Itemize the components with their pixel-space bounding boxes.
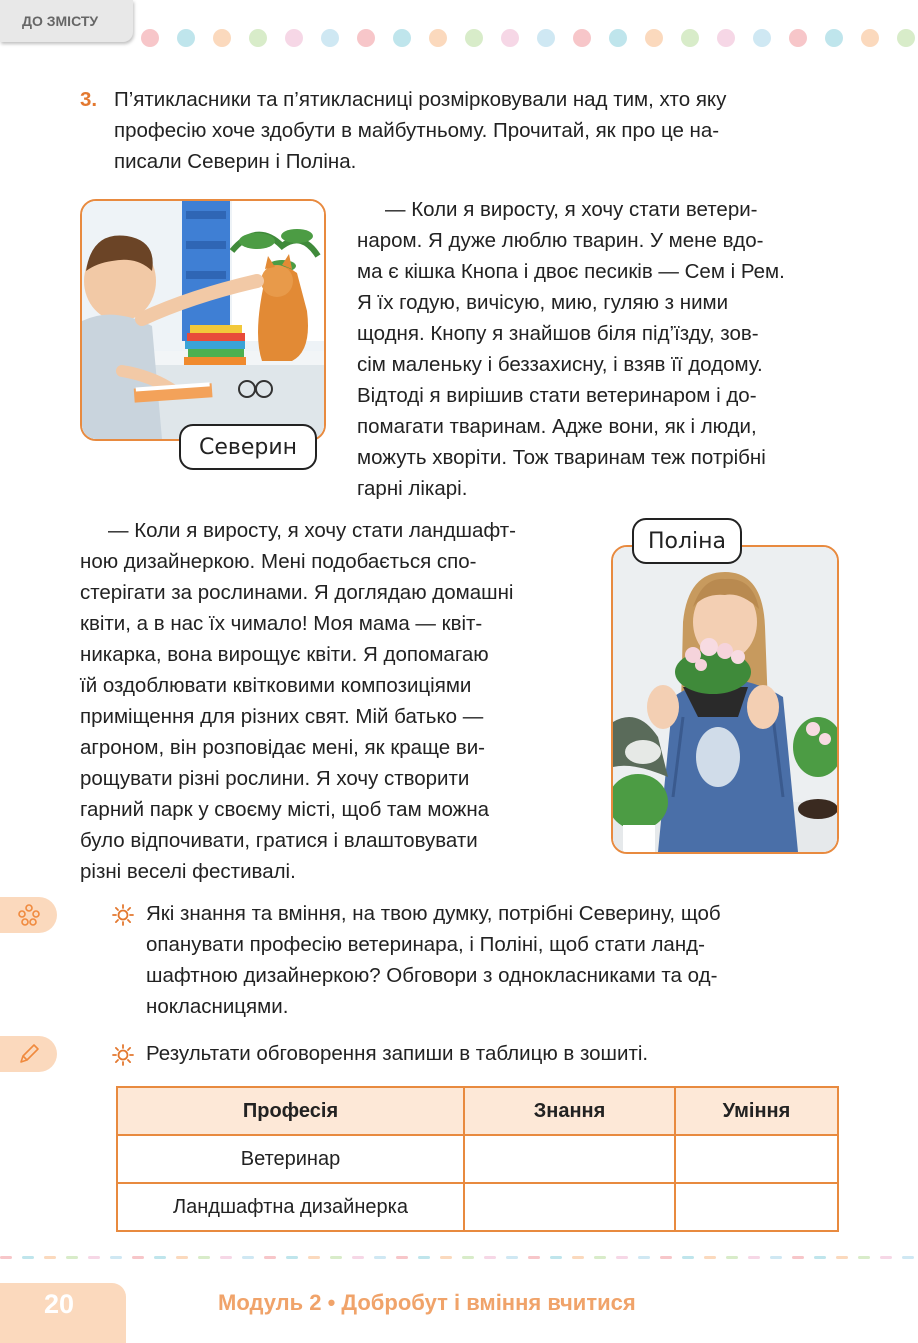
polina-name-tag: Поліна (632, 518, 742, 564)
table-cell (464, 1135, 675, 1183)
table-header-cell: Уміння (675, 1087, 838, 1135)
divider-dash (660, 1256, 672, 1259)
severin-name-tag: Северин (179, 424, 317, 470)
divider-dash (462, 1256, 474, 1259)
table-cell (675, 1183, 838, 1231)
polina-line: квіти, а в нас їх чимало! Моя мама — квіт- (80, 612, 483, 635)
question-2: Результати обговорення запиши в таблицю в зошиті. (146, 1042, 649, 1065)
module-title: Модуль 2 • Добробут і вміння вчитися (218, 1290, 636, 1315)
polina-line: різні веселі фестивалі. (80, 860, 296, 883)
severin-photo (80, 199, 326, 441)
divider-dash (242, 1256, 254, 1259)
divider-dash (572, 1256, 584, 1259)
polina-line: ною дизайнеркою. Мені подобається спо- (80, 550, 477, 573)
divider-dash (374, 1256, 386, 1259)
decorative-dots (0, 28, 918, 48)
decorative-dot (717, 29, 735, 47)
decorative-dot (537, 29, 555, 47)
severin-line: щодня. Кнопу я знайшов біля під’їзду, зов- (357, 322, 759, 345)
divider-dash (594, 1256, 606, 1259)
severin-line: Відтоді я вирішив стати ветеринаром і до- (357, 384, 757, 407)
severin-line: помагати тваринам. Адже вони, як і люди, (357, 415, 757, 438)
divider-dash (616, 1256, 628, 1259)
decorative-dot (573, 29, 591, 47)
divider-dash (286, 1256, 298, 1259)
task-intro (114, 84, 842, 177)
table-cell (464, 1183, 675, 1231)
decorative-dot (141, 29, 159, 47)
boy-with-cat-illustration (82, 201, 324, 439)
divider-dash (550, 1256, 562, 1259)
divider-dash (44, 1256, 56, 1259)
severin-line: можуть хворіти. Тож тваринам теж потрібні (357, 446, 766, 469)
divider-dash (132, 1256, 144, 1259)
pencil-icon (16, 1041, 42, 1067)
decorative-dot (321, 29, 339, 47)
divider-dash (66, 1256, 78, 1259)
polina-line: рощувати різні рослини. Я хочу створити (80, 767, 470, 790)
divider-dash (264, 1256, 276, 1259)
decorative-dot (501, 29, 519, 47)
divider-dash (176, 1256, 188, 1259)
decorative-dot (645, 29, 663, 47)
divider-dash (418, 1256, 430, 1259)
polina-photo (611, 545, 839, 854)
decorative-dot (249, 29, 267, 47)
decorative-dot (681, 29, 699, 47)
divider-dash (88, 1256, 100, 1259)
divider-dash (22, 1256, 34, 1259)
polina-line: никарка, вона вирощує квіти. Я допомагаю (80, 643, 489, 666)
decorative-dot (213, 29, 231, 47)
severin-line: Я їх годую, вичісую, мию, гуляю з ними (357, 291, 729, 314)
polina-line: їй оздоблювати квітковими композиціями (80, 674, 472, 697)
result-table (116, 1086, 839, 1232)
divider-dash (484, 1256, 496, 1259)
polina-line: стерігати за рослинами. Я доглядаю домашні (80, 581, 514, 604)
intro-line: П’ятикласники та п’ятикласниці розмірковували над тим, хто яку (114, 88, 727, 111)
divider-dash (528, 1256, 540, 1259)
divider-dash (836, 1256, 848, 1259)
divider-dash (330, 1256, 342, 1259)
intro-line: писали Северин і Поліна. (114, 150, 357, 173)
decorative-dot (825, 29, 843, 47)
polina-line: було відпочивати, гратися і влаштовувати (80, 829, 478, 852)
divider-dash (682, 1256, 694, 1259)
divider-dash (770, 1256, 782, 1259)
divider-dash (792, 1256, 804, 1259)
severin-line: сім маленьку і беззахисну, і взяв її додому. (357, 353, 763, 376)
group-discussion-tab (0, 897, 57, 933)
sun-bullet-icon (112, 904, 134, 926)
divider-dash (396, 1256, 408, 1259)
divider-dash (308, 1256, 320, 1259)
divider-dash (352, 1256, 364, 1259)
writing-task-tab (0, 1036, 57, 1072)
table-cell: Ветеринар (117, 1135, 464, 1183)
table-cell: Ландшафтна дизайнерка (117, 1183, 464, 1231)
question-1-line: шафтною дизайнеркою? Обговори з однокласниками та од- (146, 964, 718, 987)
decorative-dot (465, 29, 483, 47)
group-icon (16, 902, 42, 928)
divider-dash (110, 1256, 122, 1259)
table-row (117, 1183, 838, 1231)
severin-line: гарні лікарі. (357, 477, 468, 500)
decorative-dot (789, 29, 807, 47)
divider-dash (440, 1256, 452, 1259)
toc-button[interactable]: ДО ЗМІСТУ (0, 0, 133, 42)
decorative-dashed-divider (0, 1256, 918, 1260)
question-1-line: Які знання та вміння, на твою думку, потрібні Северину, щоб (146, 902, 721, 925)
intro-line: професію хоче здобути в майбутньому. Прочитай, як про це на- (114, 119, 720, 142)
decorative-dot (177, 29, 195, 47)
decorative-dot (285, 29, 303, 47)
polina-text (80, 515, 577, 887)
severin-line: наром. Я дуже люблю тварин. У мене вдо- (357, 229, 764, 252)
girl-with-flowers-illustration (613, 547, 837, 852)
divider-dash (220, 1256, 232, 1259)
divider-dash (858, 1256, 870, 1259)
decorative-dot (429, 29, 447, 47)
decorative-dot (897, 29, 915, 47)
task-number: 3. (80, 88, 98, 111)
divider-dash (198, 1256, 210, 1259)
table-header-cell: Професія (117, 1087, 464, 1135)
decorative-dot (861, 29, 879, 47)
severin-text (357, 194, 843, 504)
polina-line: — Коли я виросту, я хочу стати ландшафт- (108, 519, 517, 542)
decorative-dot (393, 29, 411, 47)
severin-line: ма є кішка Кнопа і двоє песиків — Сем і Рем. (357, 260, 785, 283)
divider-dash (704, 1256, 716, 1259)
polina-line: гарний парк у своєму місті, щоб там можна (80, 798, 490, 821)
severin-line: — Коли я виросту, я хочу стати ветери- (385, 198, 758, 221)
page-number: 20 (0, 1283, 126, 1343)
polina-line: агроном, він розповідає мені, як краще ви- (80, 736, 485, 759)
table-header-row (117, 1087, 838, 1135)
sun-bullet-icon (112, 1044, 134, 1066)
divider-dash (0, 1256, 12, 1259)
divider-dash (814, 1256, 826, 1259)
polina-line: приміщення для різних свят. Мій батько — (80, 705, 484, 728)
question-1-line: нокласницями. (146, 995, 289, 1018)
decorative-dot (357, 29, 375, 47)
divider-dash (880, 1256, 892, 1259)
divider-dash (154, 1256, 166, 1259)
decorative-dot (609, 29, 627, 47)
divider-dash (506, 1256, 518, 1259)
divider-dash (902, 1256, 914, 1259)
table-row (117, 1135, 838, 1183)
question-1-line: опанувати професію ветеринара, і Поліні, щоб стати ланд- (146, 933, 705, 956)
table-header-cell: Знання (464, 1087, 675, 1135)
divider-dash (748, 1256, 760, 1259)
question-1 (146, 898, 843, 1022)
divider-dash (726, 1256, 738, 1259)
decorative-dot (753, 29, 771, 47)
divider-dash (638, 1256, 650, 1259)
table-cell (675, 1135, 838, 1183)
